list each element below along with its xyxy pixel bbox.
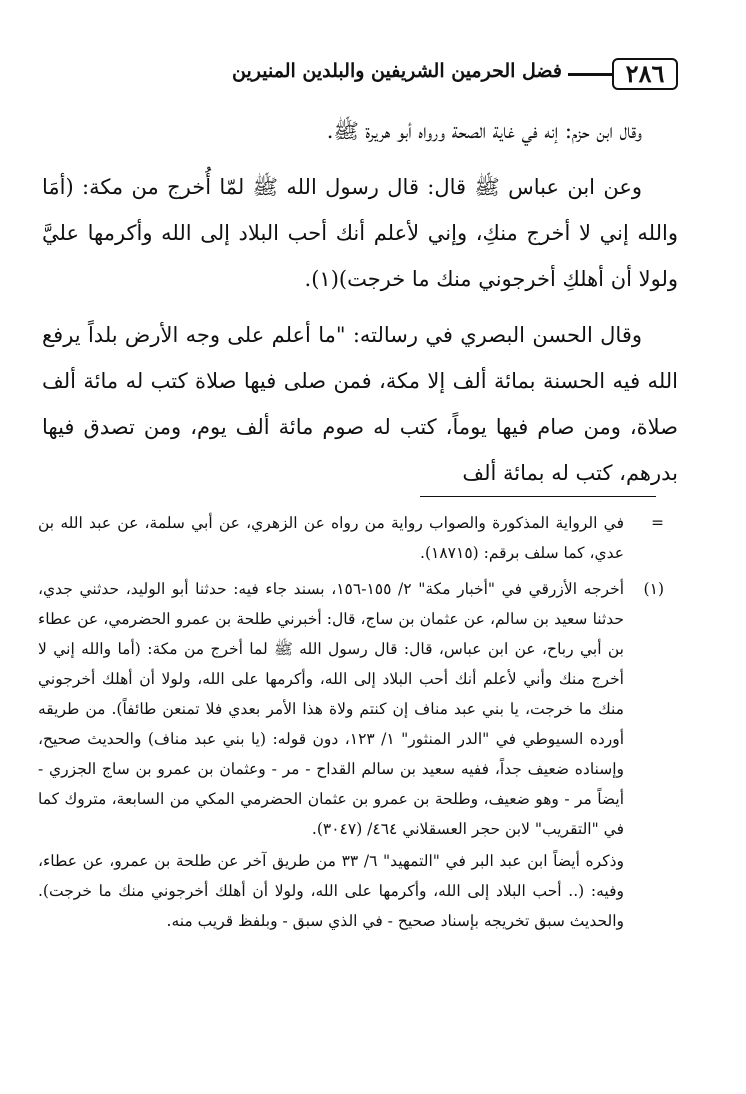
footnote-1: [38, 574, 664, 936]
footnote-text: أخرجه الأزرقي في "أخبار مكة" ٢/ ١٥٥-١٥٦، بسند جاء فيه: حدثنا أبو الوليد، حدثني جدي، حدثنا سعيد بن سالم، عن عثمان بن ساج، قال: أخبرني طلحة بن عمرو الحضرمي، عن عطاء بن أبي رباح، عن ابن عباس، قال: قال رسول الله ﷺ لما أخرج من مكة: (أما والله إني لا أخرج منك وأني لأعلم أنك أحب البلاد إلى الله، وأكرمها على الله، ولولا أن أهلك أخرجوني منك ما خرجت، يا بني عبد مناف إن كنتم ولاة هذا الأمر بعدي فلا تمنعن طائفاً). من طريقه أورده السيوطي في "الدر المنثور" ١/ ١٢٣، دون قوله: (يا بني عبد مناف) والحديث صحيح، وإسناده ضعيف جداً، ففيه سعيد بن سالم القداح - مر - وعثمان بن عمرو بن ساج الجزري - أيضاً مر - وهو ضعيف، وطلحة بن عمرو بن عثمان الحضرمي المكي من السابعة، متروك كما في "التقريب" لابن حجر العسقلاني ٤٦٤/ (٣٠٤٧).: [38, 580, 625, 838]
page-number: ٢٨٦: [612, 58, 678, 90]
footnote-continuation: وذكره أيضاً ابن عبد البر في "التمهيد" ٦/ ٣٣ من طريق آخر عن طلحة بن عمرو، عن عطاء، وفيه: (.. أحب البلاد إلى الله، وأكرمها على الله، ولولا أن أهلك أخرجوني منك ما خرجت). والحديث سبق تخريجه بإسناد صحيح - في الذي سبق - وبلفظ قريب منه.: [38, 852, 624, 930]
footnote-body: [38, 574, 624, 936]
paragraph-1: وقال ابن حزم: إنه في غاية الصحة ورواه أبو هريرة ﷺ.: [326, 119, 642, 143]
running-title: فضل الحرمين الشريفين والبلدين المنيرين: [232, 60, 562, 82]
footnote-separator: [420, 496, 656, 497]
paragraph-3: وقال الحسن البصري في رسالته: "ما أعلم على وجه الأرض بلداً يرفع الله فيه الحسنة بمائة ألف إلا مكة، فمن صلى فيها صلاة كتب له مائة ألف صلاة، ومن صام فيها يوماً، كتب له صوم مائة ألف يوم، ومن تصدق فيها بدرهم، كتب له بمائة ألف: [42, 323, 678, 485]
paragraph-2: وعن ابن عباس ﷺ قال: قال رسول الله ﷺ لمّا أُخرج من مكة: (أمَا والله إني لا أخرج منكِ، وإني لأعلم أنك أحب البلاد إلى الله وأكرمها عليَّ ولولا أن أهلكِ أخرجوني منك ما خرجت)(١).: [42, 175, 678, 291]
footnotes: [38, 508, 664, 942]
page-header: [28, 58, 678, 94]
footnote-mark: (١): [643, 580, 664, 598]
footnote-mark: =: [651, 514, 664, 532]
header-rule: [568, 73, 614, 76]
footnote-continued: [38, 508, 664, 568]
footnote-text: في الرواية المذكورة والصواب رواية من رواه عن الزهري، عن أبي سلمة، عن عبد الله بن عدي، كما سلف برقم: (١٨٧١٥).: [38, 514, 624, 562]
main-text: [42, 108, 678, 506]
